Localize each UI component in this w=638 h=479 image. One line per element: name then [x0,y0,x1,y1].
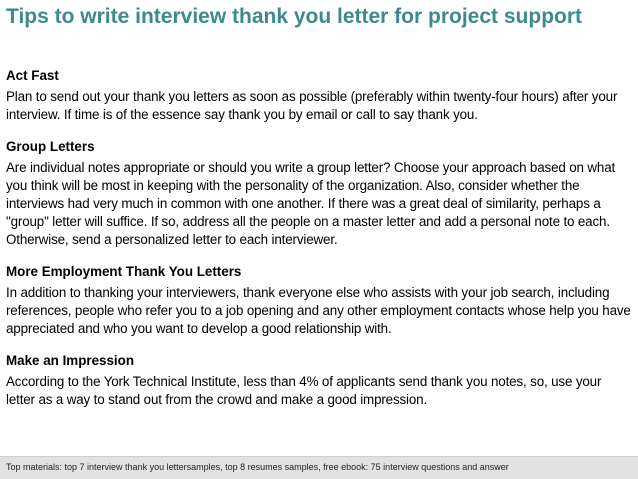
slide-content [6,67,632,423]
section-more-employment [6,263,632,338]
section-body: Are individual notes appropriate or should you write a group letter? Choose your approach based on what you think will be most in keeping with the personality of the organization. Also, consider whether the interviews had very much in common with one another. If there was a great deal of similarity, perhaps a "group" letter will suffice. If so, address all the people on a master letter and add a personal note to each. Otherwise, send a personalized letter to each interviewer. [6,160,616,247]
section-body: According to the York Technical Institute, less than 4% of applicants send thank you notes, so, use your letter as a way to stand out from the crowd and make a good impression. [6,374,602,407]
section-body: In addition to thanking your interviewers, thank everyone else who assists with your job search, including references, people who refer you to a job opening and any other employment contacts whose help you have appreciated and who you want to develop a good relationship with. [6,285,631,336]
section-heading: Act Fast [6,68,59,83]
section-heading: Make an Impression [6,353,135,368]
section-act-fast [6,67,632,124]
section-heading: Group Letters [6,139,95,154]
footer-bar [0,456,638,479]
section-heading: More Employment Thank You Letters [6,264,242,279]
section-group-letters [6,138,632,249]
section-make-impression [6,352,632,409]
section-body: Plan to send out your thank you letters as soon as possible (preferably within twenty-four hours) after your interview. If time is of the essence say thank you by email or call to say thank you. [6,89,618,122]
footer-text[interactable]: Top materials: top 7 interview thank you lettersamples, top 8 resumes samples, free ebook: 75 interview questions and answer [6,462,509,472]
slide-title: Tips to write interview thank you letter for project support [6,5,583,28]
